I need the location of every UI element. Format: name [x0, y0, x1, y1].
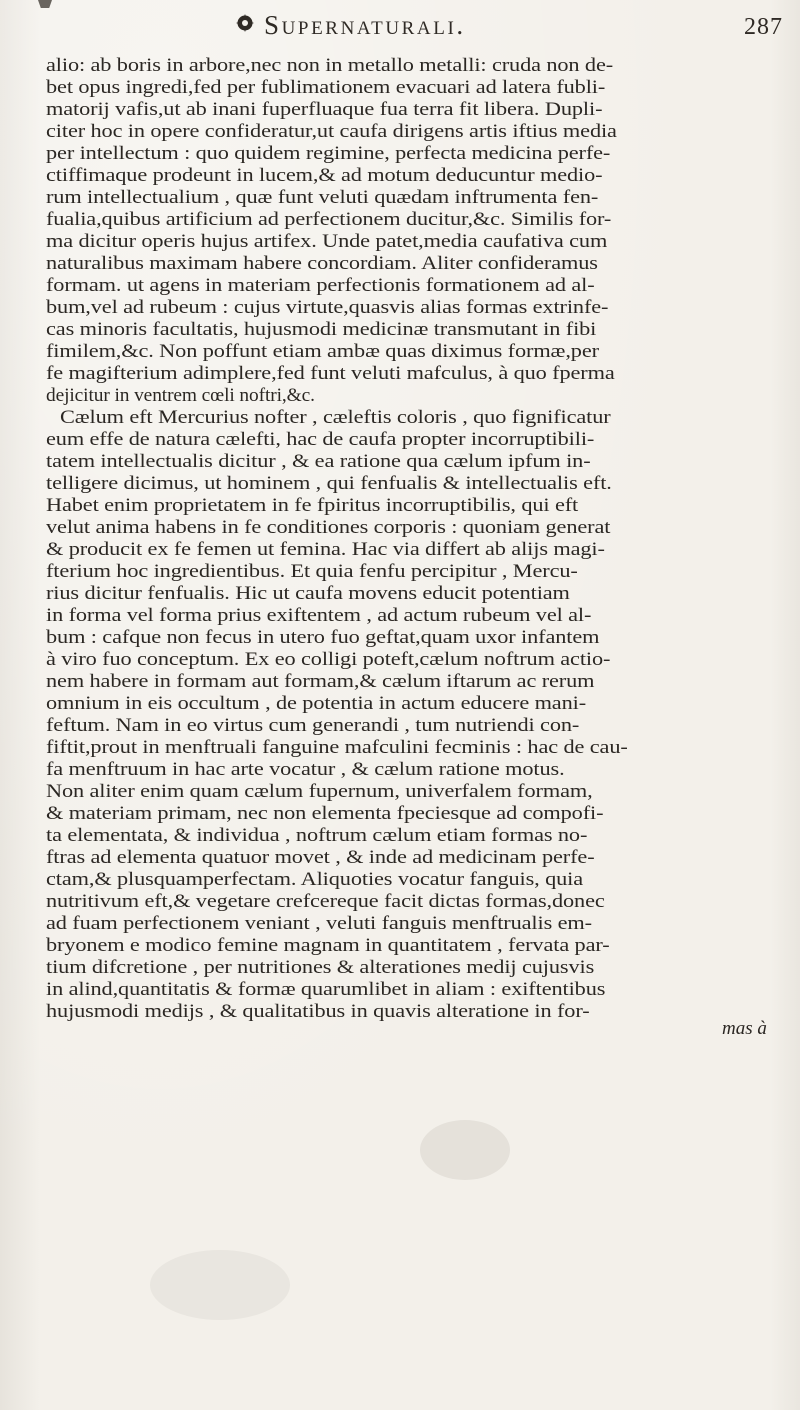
- text-line: per intellectum : quo quidem regimine, perfecta medicina perfe-: [46, 143, 611, 164]
- text-line: feftum. Nam in eo virtus cum generandi , tum nutriendi con-: [46, 715, 580, 736]
- text-line: fualia,quibus artificium ad perfectionem ducitur,&c. Similis for-: [46, 209, 612, 230]
- text-line: in alind,quantitatis & formæ quarumlibet in aliam : exiftentibus: [46, 979, 606, 1000]
- catchword: mas à: [722, 1018, 767, 1039]
- text-line: dejicitur in ventrem cœli noftri,&c.: [46, 385, 315, 406]
- page-number: 287: [744, 14, 783, 40]
- text-line: hujusmodi medijs , & qualitatibus in quavis alteratione in for-: [46, 1001, 590, 1022]
- paper-stain: [150, 1250, 290, 1320]
- text-line: rius dicitur fenfualis. Hic ut caufa movens educit potentiam: [46, 583, 570, 604]
- running-head: [0, 10, 800, 52]
- text-line: ad fuam perfectionem veniant , veluti fanguis menftrualis em-: [46, 913, 592, 934]
- text-line: ctam,& plusquamperfectam. Aliquoties vocatur fanguis, quia: [46, 869, 584, 890]
- text-line: à viro fuo conceptum. Ex eo colligi poteft,cælum noftrum actio-: [46, 649, 611, 670]
- text-line: citer hoc in opere confideratur,ut caufa dirigens artis iftius media: [46, 121, 617, 142]
- text-line: Habet enim proprietatem in fe fpiritus incorruptibilis, qui eft: [46, 495, 579, 516]
- text-line: omnium in eis occultum , de potentia in actum educere mani-: [46, 693, 587, 714]
- text-line: & materiam primam, nec non elementa fpeciesque ad compofi-: [46, 803, 604, 824]
- text-line: fimilem,&c. Non poffunt etiam ambæ quas diximus formæ,per: [46, 341, 599, 362]
- torn-corner-mark: [38, 0, 52, 8]
- text-line: velut anima habens in fe conditiones corporis : quoniam generat: [46, 517, 611, 538]
- text-line: cas minoris facultatis, hujusmodi medicinæ transmutant in fibi: [46, 319, 597, 340]
- text-line: bum,vel ad rubeum : cujus virtute,quasvis alias formas extrinfe-: [46, 297, 609, 318]
- text-line: telligere dicimus, ut hominem , qui fenfualis & intellectualis eft.: [46, 473, 612, 494]
- text-line: ftras ad elementa quatuor movet , & inde ad medicinam perfe-: [46, 847, 595, 868]
- text-line: tatem intellectualis dicitur , & ea ratione qua cælum ipfum in-: [46, 451, 591, 472]
- text-line: fa menftruum in hac arte vocatur , & cælum ratione motus.: [46, 759, 565, 780]
- fleuron-icon: [235, 13, 255, 33]
- text-line: eum effe de natura cælefti, hac de caufa propter incorruptibili-: [46, 429, 595, 450]
- text-line: ctiffimaque prodeunt in lucem,& ad motum deducuntur medio-: [46, 165, 603, 186]
- text-line: nutritivum eft,& vegetare crefcereque facit dictas formas,donec: [46, 891, 605, 912]
- text-line: bum : cafque non fecus in utero fuo geftat,quam uxor infantem: [46, 627, 600, 648]
- text-line: in forma vel forma prius exiftentem , ad actum rubeum vel al-: [46, 605, 592, 626]
- text-line: nem habere in formam aut formam,& cælum iftarum ac rerum: [46, 671, 595, 692]
- running-head-title: Supernaturali.: [264, 10, 466, 40]
- paper-stain: [420, 1120, 510, 1180]
- text-line: naturalibus maximam habere concordiam. Aliter confideramus: [46, 253, 598, 274]
- text-line: formam. ut agens in materiam perfectionis formationem ad al-: [46, 275, 595, 296]
- text-line: Cælum eft Mercurius nofter , cæleftis coloris , quo fignificatur: [60, 407, 611, 428]
- text-line: rum intellectualium , quæ funt veluti quædam inftrumenta fen-: [46, 187, 599, 208]
- text-line: ma dicitur operis hujus artifex. Unde patet,media caufativa cum: [46, 231, 608, 252]
- text-line: & producit ex fe femen ut femina. Hac via differt ab alijs magi-: [46, 539, 605, 560]
- text-line: bet opus ingredi,fed per fublimationem evacuari ad latera fubli-: [46, 77, 606, 98]
- text-line: bryonem e modico femine magnam in quantitatem , fervata par-: [46, 935, 610, 956]
- text-line: alio: ab boris in arbore,nec non in metallo metalli: cruda non de-: [46, 55, 614, 76]
- text-line: fiftit,prout in menftruali fanguine mafculini fecminis : hac de cau-: [46, 737, 628, 758]
- text-line: ta elementata, & individua , noftrum cælum etiam formas no-: [46, 825, 588, 846]
- text-line: fe magifterium adimplere,fed funt veluti mafculus, à quo fperma: [46, 363, 615, 384]
- text-line: fterium hoc ingredientibus. Et quia fenfu percipitur , Mercu-: [46, 561, 578, 582]
- text-line: matorij vafis,ut ab inani fuperfluaque fua terra fit libera. Dupli-: [46, 99, 603, 120]
- text-line: Non aliter enim quam cælum fupernum, univerfalem formam,: [46, 781, 593, 802]
- text-line: tium difcretione , per nutritiones & alterationes medij cujusvis: [46, 957, 595, 978]
